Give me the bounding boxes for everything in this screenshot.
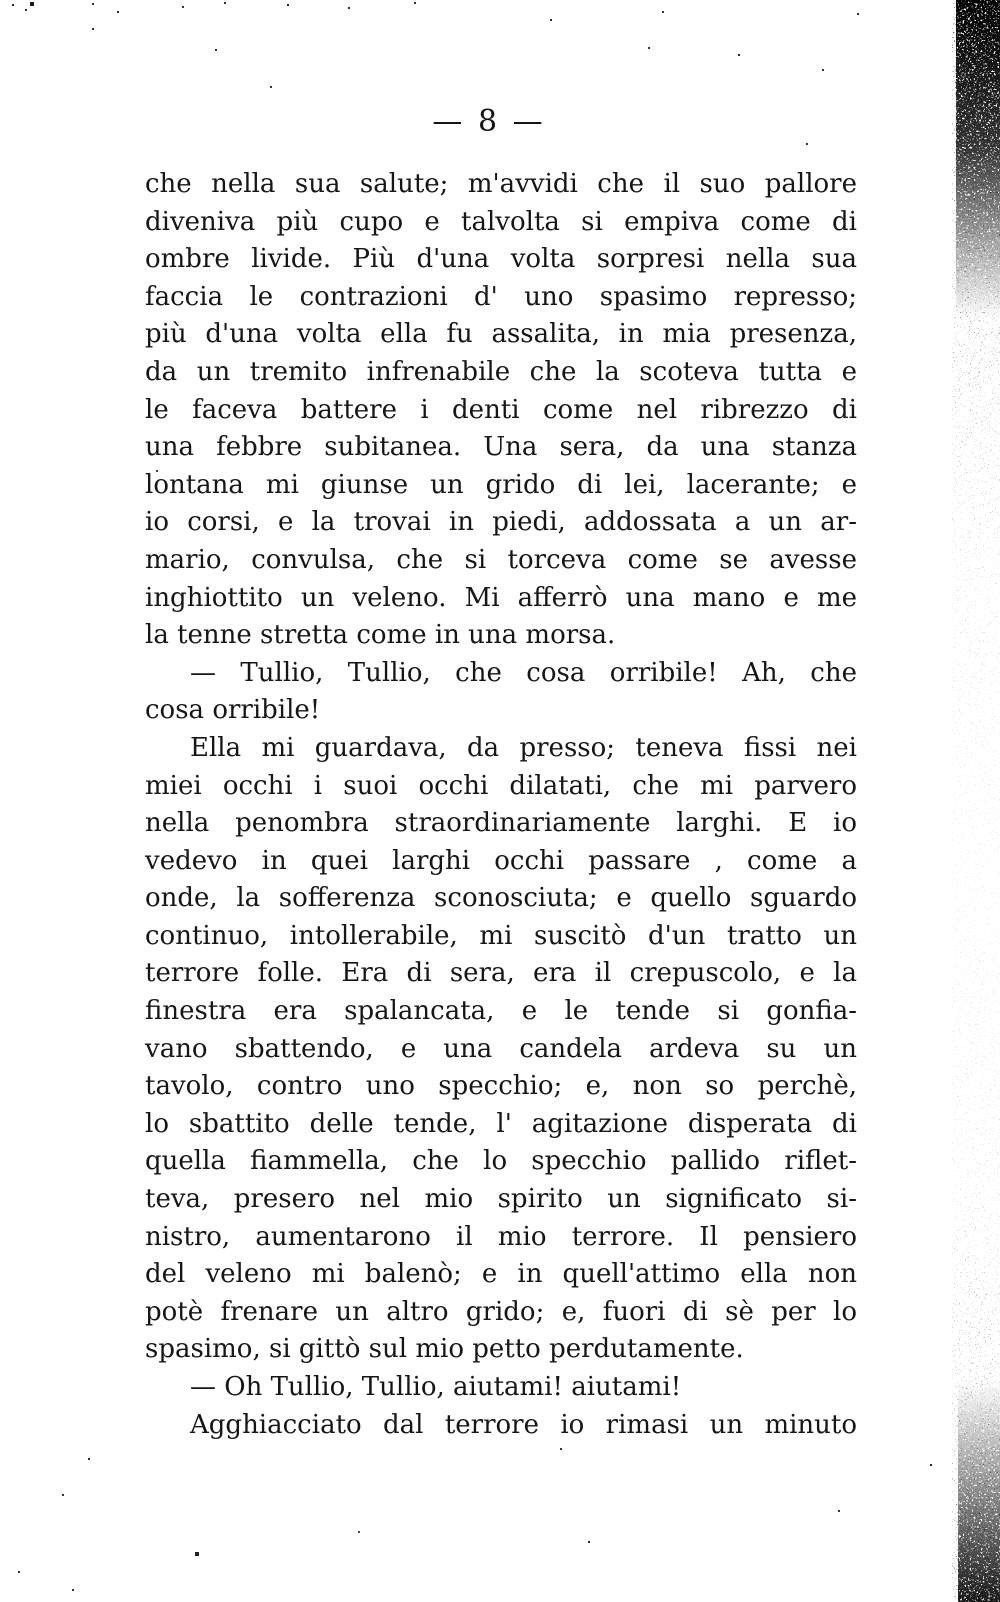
text-line: nistro, aumentarono il mio terrore. Il pensiero bbox=[145, 1221, 857, 1252]
text-line: vano sbattendo, e una candela ardeva su un bbox=[145, 1033, 857, 1064]
text-line: ombre livide. Più d'una volta sorpresi nella sua bbox=[145, 244, 857, 275]
text-line: Agghiacciato dal terrore io rimasi un minuto bbox=[190, 1409, 857, 1440]
text-line: lontana mi giunse un grido di lei, lacerante; e bbox=[145, 469, 857, 500]
page-number: — 8 — bbox=[432, 104, 546, 139]
text-line: miei occhi i suoi occhi dilatati, che mi parvero bbox=[145, 770, 857, 801]
text-line: continuo, intollerabile, mi suscitò d'un tratto un bbox=[145, 920, 857, 951]
text-line: faccia le contrazioni d' uno spasimo represso; bbox=[145, 281, 857, 312]
text-line: vedevo in quei larghi occhi passare , come a bbox=[145, 845, 857, 876]
text-line: la tenne stretta come in una morsa. bbox=[145, 620, 616, 651]
text-line: una febbre subitanea. Una sera, da una stanza bbox=[145, 432, 857, 463]
text-line: onde, la sofferenza sconosciuta; e quello sguardo bbox=[145, 883, 857, 914]
text-line: del veleno mi balenò; e in quell'attimo ella non bbox=[145, 1259, 857, 1290]
text-line: inghiottito un veleno. Mi afferrò una mano e me bbox=[145, 582, 857, 613]
page-text bbox=[145, 166, 857, 1444]
text-line: Ella mi guardava, da presso; teneva fissi nei bbox=[190, 732, 857, 763]
text-line: spasimo, si gittò sul mio petto perdutamente. bbox=[145, 1334, 744, 1365]
text-line: mario, convulsa, che si torceva come se avesse bbox=[145, 544, 857, 575]
text-line: io corsi, e la trovai in piedi, addossata a un ar- bbox=[145, 507, 857, 538]
text-line: tavolo, contro uno specchio; e, non so perchè, bbox=[145, 1071, 857, 1102]
text-line: diveniva più cupo e talvolta si empiva come di bbox=[145, 206, 857, 237]
text-line: più d'una volta ella fu assalita, in mia presenza, bbox=[145, 319, 857, 350]
text-line: teva, presero nel mio spirito un significato si- bbox=[145, 1184, 857, 1215]
text-line: nella penombra straordinariamente larghi. E io bbox=[145, 808, 857, 839]
text-line: potè frenare un altro grido; e, fuori di sè per lo bbox=[145, 1296, 857, 1327]
text-line: terrore folle. Era di sera, era il crepuscolo, e la bbox=[145, 958, 857, 989]
text-line: quella fiammella, che lo specchio pallido riflet- bbox=[145, 1146, 857, 1177]
scan-noise-right-edge bbox=[930, 0, 1000, 1602]
scan-speckles bbox=[0, 0, 2, 2]
text-line: — Oh Tullio, Tullio, aiutami! aiutami! bbox=[190, 1372, 682, 1402]
text-line: che nella sua salute; m'avvidi che il suo pallore bbox=[145, 169, 857, 199]
text-line: — Tullio, Tullio, che cosa orribile! Ah, che bbox=[190, 657, 857, 688]
text-line: lo sbattito delle tende, l' agitazione disperata di bbox=[145, 1108, 857, 1139]
text-line: da un tremito infrenabile che la scoteva tutta e bbox=[145, 356, 857, 387]
text-line: finestra era spalancata, e le tende si gonfia- bbox=[145, 996, 857, 1027]
text-line: cosa orribile! bbox=[145, 695, 321, 726]
text-line: le faceva battere i denti come nel ribrezzo di bbox=[145, 394, 857, 425]
